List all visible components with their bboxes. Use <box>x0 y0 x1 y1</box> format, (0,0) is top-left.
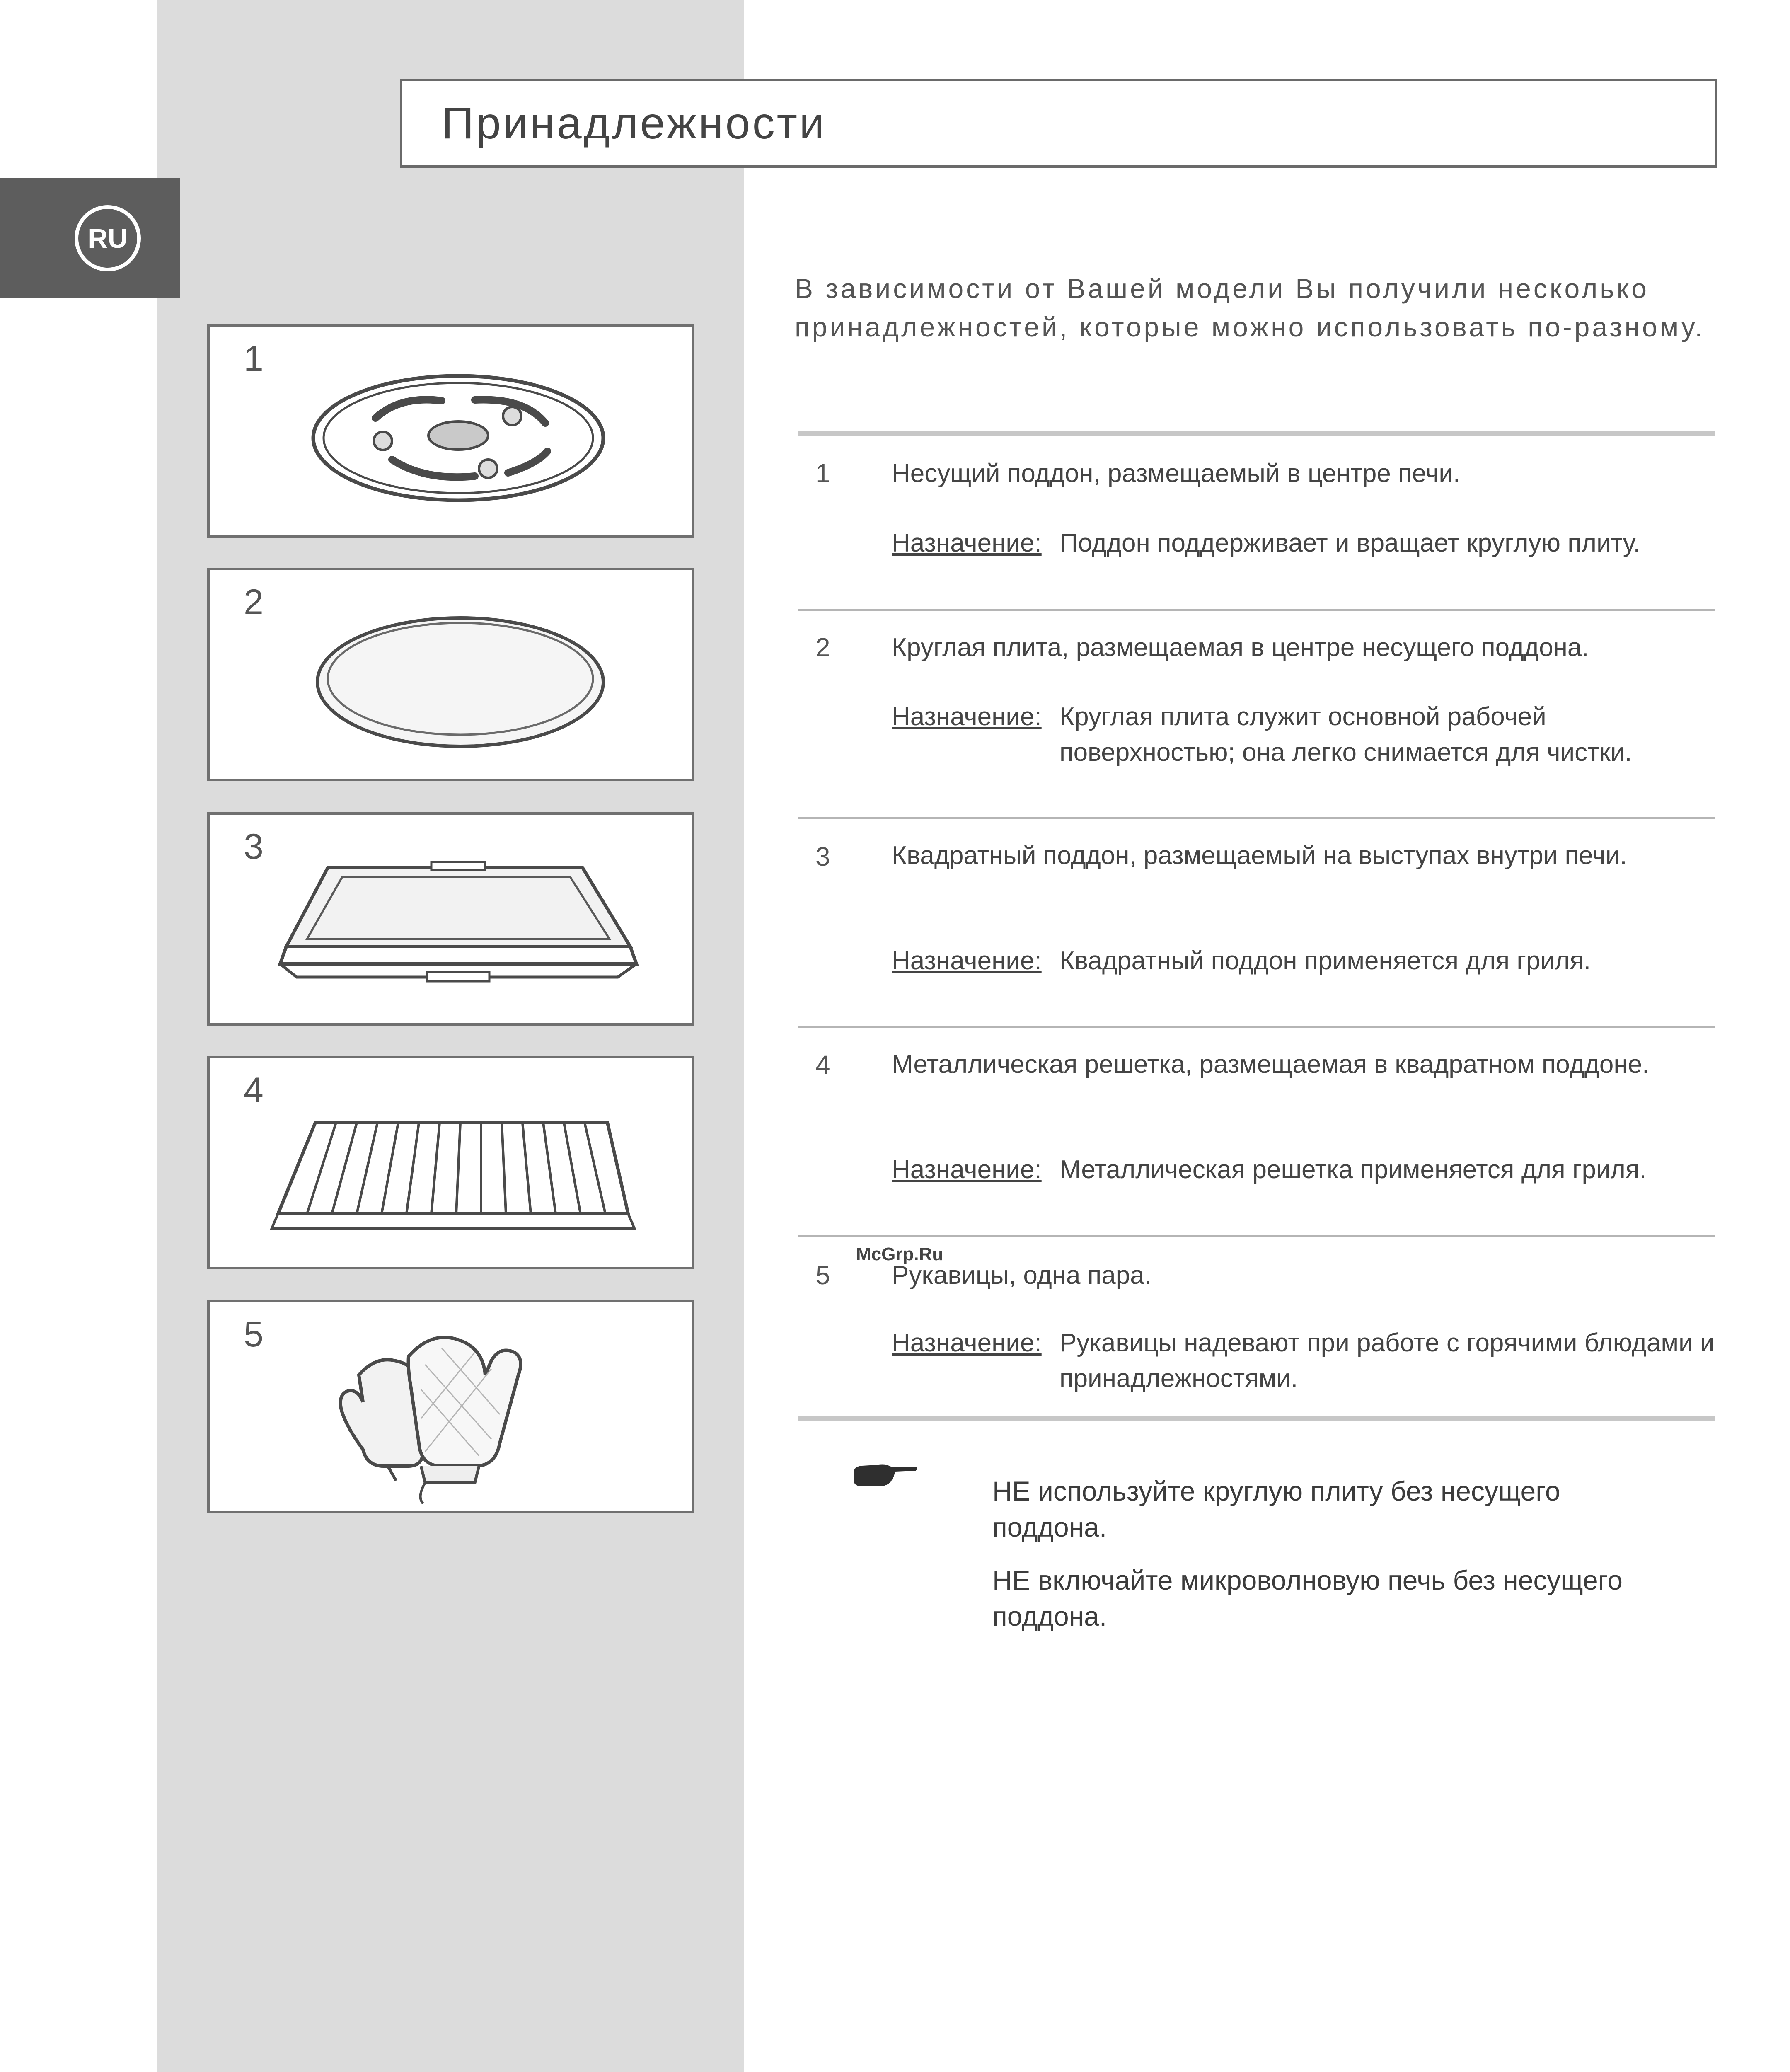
purpose-text: Металлическая решетка применяется для гриля. <box>1059 1155 1647 1184</box>
watermark: McGrp.Ru <box>856 1244 943 1264</box>
purpose-label: Назначение: <box>892 529 1042 557</box>
divider <box>798 609 1715 611</box>
item-description: Квадратный поддон, размещаемый на выступах внутри печи. <box>892 841 1627 870</box>
divider <box>798 1416 1715 1421</box>
page-title: Принадлежности <box>442 98 827 148</box>
purpose-text: Круглая плита служит основной рабочей поверхностью; она легко снимается для чистки. <box>1059 702 1632 767</box>
item-purpose <box>892 525 1716 561</box>
round-plate-icon <box>210 570 697 784</box>
item-number: 5 <box>815 1260 830 1290</box>
purpose-text: Поддон поддерживает и вращает круглую плиту. <box>1059 529 1640 557</box>
item-purpose <box>892 699 1716 767</box>
item-description: Круглая плита, размещаемая в центре несущего поддона. <box>892 633 1589 662</box>
figure-3 <box>207 812 694 1026</box>
intro-paragraph: В зависимости от Вашей модели Вы получили несколько принадлежностей, которые можно использовать по-разному. <box>795 273 1705 342</box>
note-1: НЕ используйте круглую плиту без несущего поддона. <box>992 1476 1560 1542</box>
figure-2 <box>207 568 694 781</box>
purpose-label: Назначение: <box>892 1329 1042 1357</box>
purpose-label: Назначение: <box>892 1155 1042 1184</box>
item-description: Металлическая решетка, размещаемая в квадратном поддоне. <box>892 1050 1650 1079</box>
square-tray-icon <box>210 815 697 1028</box>
item-purpose <box>892 943 1716 979</box>
roller-ring-icon <box>210 327 697 540</box>
figure-number: 5 <box>244 1314 264 1354</box>
note-2: НЕ включайте микроволновую печь без несущего поддона. <box>992 1565 1623 1631</box>
divider <box>798 817 1715 819</box>
title-box <box>400 79 1717 168</box>
purpose-label: Назначение: <box>892 946 1042 975</box>
figure-number: 3 <box>244 827 264 867</box>
figure-number: 2 <box>244 582 264 622</box>
divider <box>798 1235 1715 1237</box>
purpose-text: Рукавицы надевают при работе с горячими блюдами и принадлежностями. <box>1059 1329 1715 1393</box>
item-number: 2 <box>815 632 830 662</box>
wire-rack-icon <box>210 1058 697 1272</box>
language-badge: RU <box>75 205 141 271</box>
item-number: 1 <box>815 458 830 488</box>
figure-1 <box>207 324 694 538</box>
item-number: 4 <box>815 1050 830 1080</box>
purpose-text: Квадратный поддон применяется для гриля. <box>1059 946 1591 975</box>
item-purpose <box>892 1152 1716 1188</box>
pointing-hand-icon <box>849 1461 920 1494</box>
item-number: 3 <box>815 842 830 871</box>
figure-5 <box>207 1300 694 1513</box>
oven-mitts-icon <box>210 1302 697 1516</box>
divider <box>798 431 1715 436</box>
gray-side-band <box>157 0 744 2072</box>
divider <box>798 1026 1715 1028</box>
item-description: Рукавицы, одна пара. <box>892 1261 1151 1290</box>
figure-number: 4 <box>244 1070 264 1110</box>
item-description: Несущий поддон, размещаемый в центре печи. <box>892 459 1461 488</box>
figure-4 <box>207 1056 694 1269</box>
figure-number: 1 <box>244 339 264 379</box>
item-purpose <box>892 1325 1716 1393</box>
purpose-label: Назначение: <box>892 702 1042 731</box>
